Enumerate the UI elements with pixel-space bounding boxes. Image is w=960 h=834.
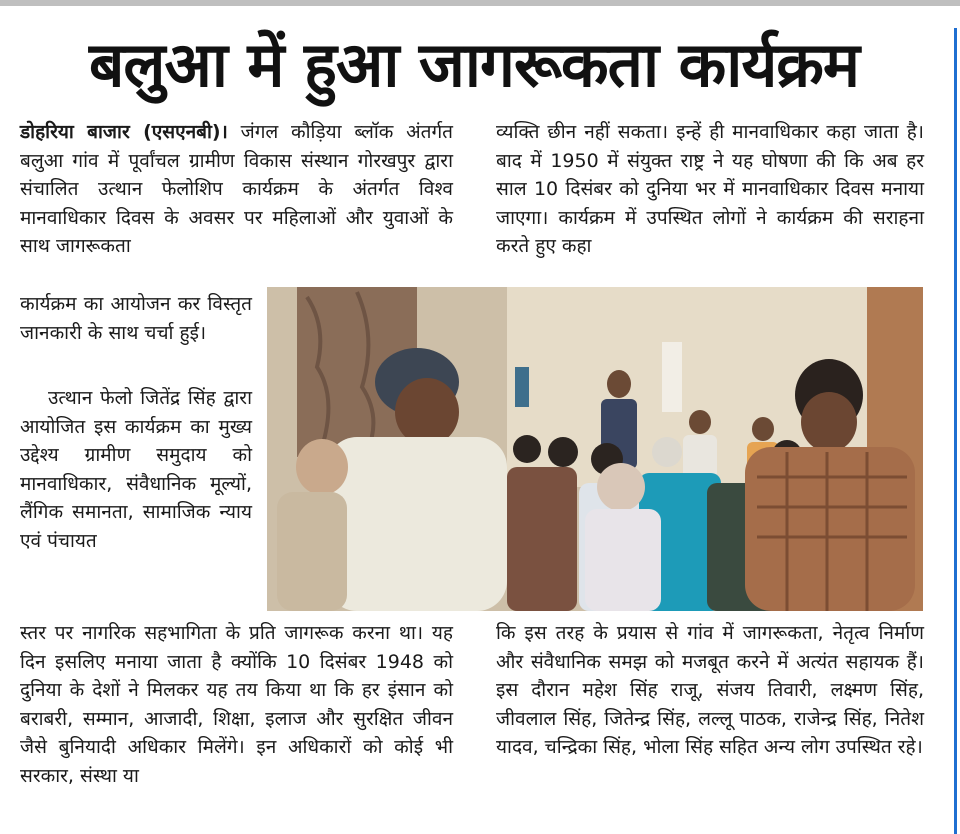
headline: बलुआ में हुआ जागरूकता कार्यक्रम bbox=[89, 28, 859, 101]
article-col1-narrow-1: कार्यक्रम का आयोजन कर विस्तृत जानकारी के साथ चर्चा हुई। bbox=[20, 293, 252, 344]
article-col2-top: व्यक्ति छीन नहीं सकता। इन्हें ही मानवाधिकार कहा जाता है। बाद में 1950 में संयुक्त राष्ट्र ने यह घोषणा की कि अब हर साल 10 दिसंबर को दुनिया भर में मानवाधिकार दिवस मनाया जाएगा। कार्यक्रम में उपस्थित लोगों ने कार्यक्रम की सराहना करते हुए कहा bbox=[496, 121, 924, 258]
right-edge-rule bbox=[954, 28, 957, 834]
article-col1-top bbox=[20, 118, 453, 290]
top-rule bbox=[0, 0, 960, 6]
dateline: डोहरिया बाजार (एसएनबी)। bbox=[20, 121, 228, 143]
article-col1-narrow-2: उत्थान फेलो जितेंद्र सिंह द्वारा आयोजित इस कार्यक्रम का मुख्य उद्देश्य ग्रामीण समुदाय को मानवाधिकार, संवैधानिक मूल्यों, लैंगिक समानता, सामाजिक न्याय एवं पंचायत bbox=[20, 387, 252, 552]
event-photo bbox=[267, 287, 923, 611]
article-col1-bottom: स्तर पर नागरिक सहभागिता के प्रति जागरूक करना था। यह दिन इसलिए मनाया जाता है क्योंकि 10 दिसंबर 1948 को दुनिया के देशों ने मिलकर यह तय किया था कि हर इंसान को बराबरी, सम्मान, आजादी, शिक्षा, इलाज और सुरक्षित जीवन जैसे बुनियादी अधिकार मिलेंगे। इन अधिकारों को कोई भी सरकार, संस्था या bbox=[20, 622, 453, 787]
article-col2-bottom: कि इस तरह के प्रयास से गांव में जागरूकता, नेतृत्व निर्माण और संवैधानिक समझ को मजबूत करने में अत्यंत सहायक हैं। इस दौरान महेश सिंह राजू, संजय तिवारी, लक्ष्मण सिंह, जीवलाल सिंह, जितेन्द्र सिंह, लल्लू पाठक, राजेन्द्र सिंह, नितेश यादव, चन्द्रिका सिंह, भोला सिंह सहित अन्य लोग उपस्थित रहे। bbox=[496, 622, 924, 759]
article-col1-top-text: जंगल कौड़िया ब्लॉक अंतर्गत बलुआ गांव में पूर्वांचल ग्रामीण विकास संस्थान गोरखपुर द्वारा संचालित उत्थान फेलोशिप कार्यक्रम के अंतर्गत विश्व मानवाधिकार दिवस के अवसर पर महिलाओं और युवाओं के साथ जागरूकता bbox=[20, 121, 453, 258]
